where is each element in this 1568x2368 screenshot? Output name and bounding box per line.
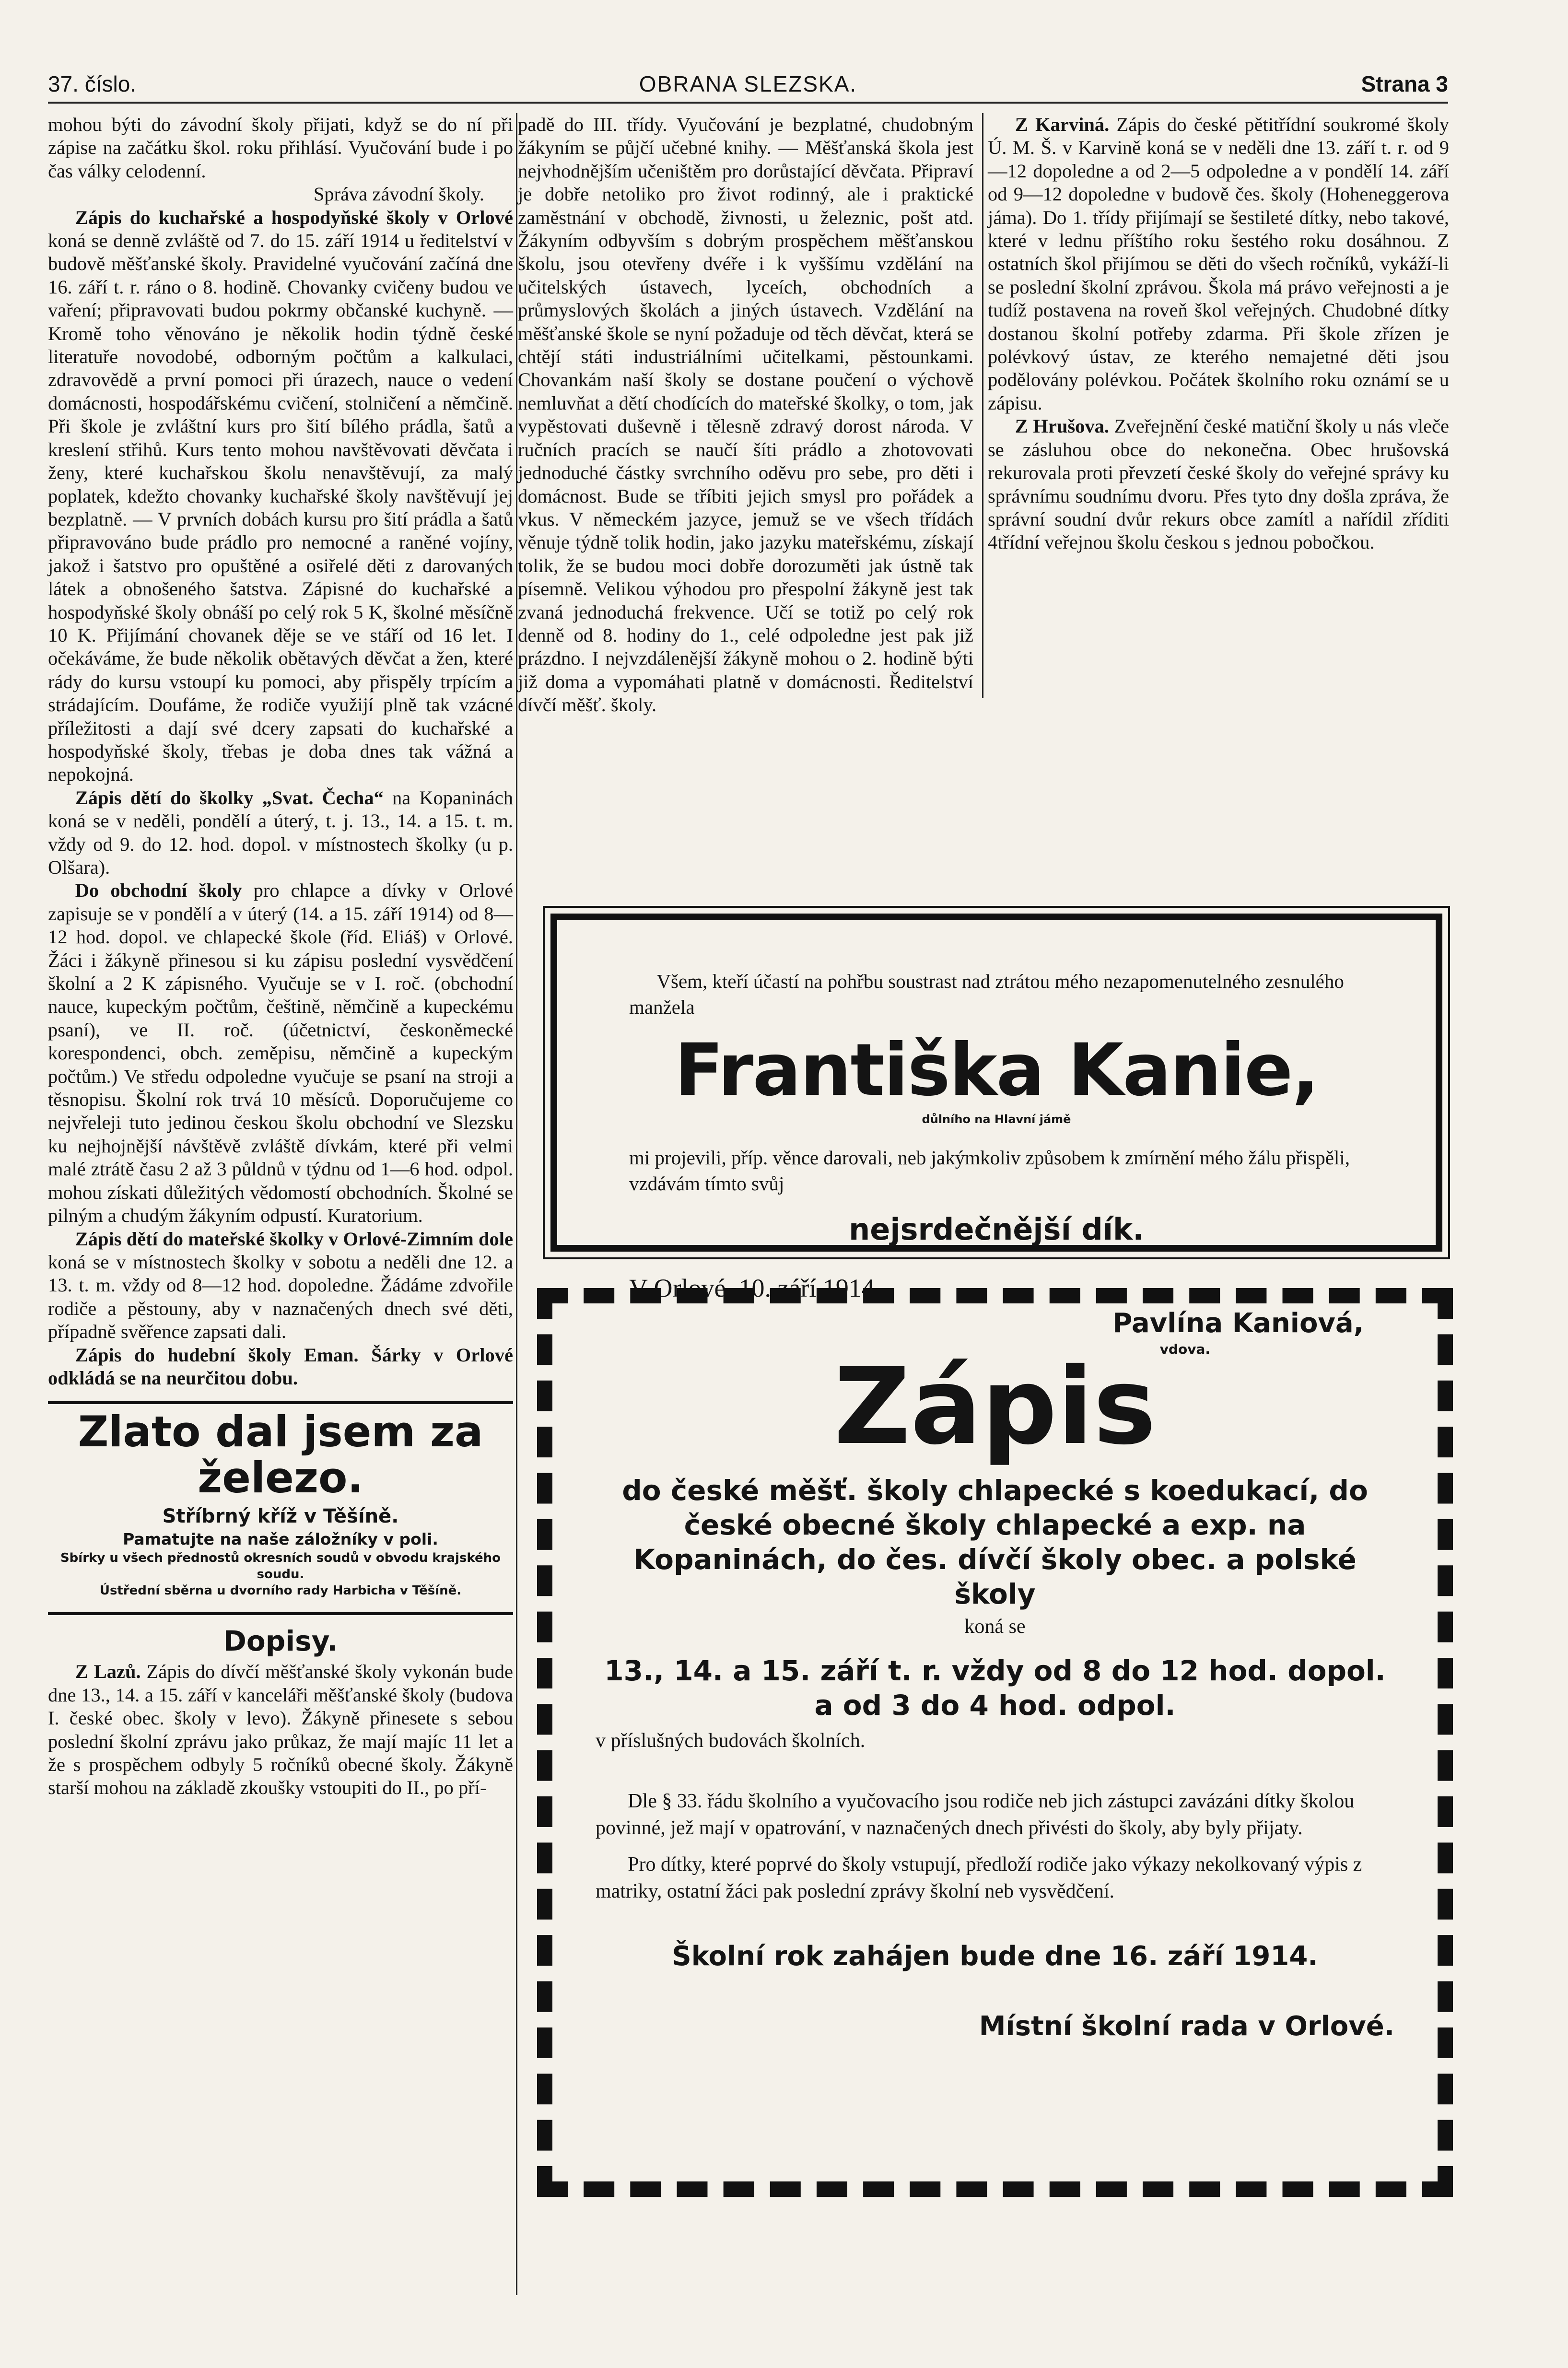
ad-detail: Ústřední sběrna u dvorního rady Harbicha v Těšíně. <box>99 1583 462 1598</box>
article-text: koná se denně zvláště od 7. do 15. září 1914 u ředitelství v budově měšťanské školy. Pravidelné vyučování začíná dne 16. září t. r. ráno o 8. hodině. Chovanky cvičeny budou ve vaření; připravovati budou pokrmy občanské kuchyně. — Kromě toho věnováno je několik hodin týdně české literatuře novodobé, odborným počtům a kalkulaci, zdravovědě a první pomoci při úrazech, nauce o vedení domácnosti, hospodářskému cvičení, stolničení a němčině. Při škole je zvláštní kurs pro šití bílého prádla, šatů a kreslení střihů. Kurs tento mohou navštěvovati děvčata i ženy, které kuchařskou školu nenavštěvují, za malý poplatek, kdežto chovanky kuchařské školy navštěvují jej bezplatně. — V prvních dobách kursu pro šití prádla a šatů připravováno bude prádlo pro nemocné a raněné vojíny, jakož i šatstvo pro opuštěné a osiřelé děti z darovaných látek a obnošeného šatstva. Zápisné do kuchařské a hospodyňské školy obnáší po celý rok 5 K, školné měsíčně 10 K. Přijímání chovanek děje se ve stáří od 16 let. I očekáváme, že bude několik obětavých děvčat a žen, které rády do kursu vstoupí ku pomoci, aby přispěly trpícím a strádajícím. Doufáme, že rodiče využijí plně tak vzácné příležitosti a dají své dcery zapsati do kuchařské a hospodyňské školy, třebas je doba dnes tak vážná a nepokojná. <box>48 230 513 785</box>
ad-schools: do české měšť. školy chlapecké s koedukací, do české obecné školy chlapecké a exp. na Kopaninách, do čes. dívčí školy obec. a polské školy <box>622 1474 1368 1610</box>
article <box>48 206 513 786</box>
letter-text: Zveřejnění české matiční školy u nás vleče se zásluhou obce do nekonečna. Obec hrušovská rekurovala proti převzetí české školy do veřejné správy ku správnímu soudnímu dvoru. Přes tyto dny došla zpráva, že správní soudní dvůr rekurs obce zamítl a nařídil zříditi 4třídní veřejnou školu českou s jednou pobočkou. <box>988 415 1449 553</box>
page-header <box>48 71 1448 104</box>
letter-signature: Ředitelství dívčí měšť. školy. <box>518 670 973 716</box>
letter-headline: Z Karviná. <box>1015 114 1110 135</box>
article-headline: Zápis do kuchařské a hospodyňské školy v Orlové <box>75 206 513 228</box>
column-divider <box>982 113 983 698</box>
letter-headline: Z Lazů. <box>75 1661 141 1683</box>
ad-signature: Místní školní rada v Orlové. <box>979 2011 1394 2042</box>
deceased-occupation: důlního na Hlavní jámě <box>922 1113 1071 1126</box>
ad-title: Zápis <box>834 1345 1156 1468</box>
column-2 <box>518 113 973 717</box>
notice-body: mi projevili, příp. věnce darovali, neb jakýmkoliv způsobem k zmírnění mého žálu přispěli, vzdávám tímto svůj <box>629 1147 1350 1195</box>
ad-detail: Sbírky u všech přednostů okresních soudů v obvodu krajského soudu. <box>60 1551 501 1582</box>
letter-headline: Z Hrušova. <box>1015 415 1110 437</box>
issue-number: 37. číslo. <box>48 71 137 96</box>
notice-signer: Pavlína Kaniová, <box>1112 1308 1364 1339</box>
article-headline: Do obchodní školy <box>75 879 242 902</box>
article-signature: Kuratorium. <box>327 1205 423 1227</box>
letter-continued: padě do III. třídy. Vyučování je bezplatné, chudobným žákyním se půjčí učebné knihy. — Měšťanská škola jest nejvhodnějším učeništěm pro dorůstající děvčata. Připraví je dobře netoliko pro život rodinný, ale i praktické zaměstnání v obchodě, živnosti, u železnic, pošt atd. Žákyním odbyvším s dobrým prospěchem měšťanskou školu, jsou otevřeny dvéře i k vyššímu vzdělání na učitelských ústavech, lyceích, obchodních a průmyslových školách a jiných ústavech. Vzdělání na měšťanské škole se nyní požaduje od těch děvčat, která se chtějí státi industriálními učitelkami, pěstounkami. Chovankám naší školy se dostane poučení o výchově nemluvňat a dětí chodících do mateřské školky, o tom, jak vypěstovati duševně i tělesně zdravý dorost národa. V ručních pracích se naučí šíti prádlo a zhotovovati jednoduché částky svrchního oděvu pro sebe, pro děti i domácnost. Bude se tříbiti jejich smysl pro pořádek a vkus. V německém jazyce, jemuž se ve všech třídách věnuje týdně tolik hodin, jako jazyku mateřskému, získají tolik, že se budou moci dobře dorozuměti jak ústně tak písemně. Velikou výhodou pro přespolní žákyně jest tak zvaná jednoduchá frekvence. Učí se totiž po celý rok denně od 8. hodiny do 1., celé odpoledne jest pak již prázdno. I nejvzdálenější žákyně mohou o 2. hodině býti již doma a vypomáhati platně v domácnosti. Ředitelství dívčí měšť. školy. <box>518 114 973 716</box>
article <box>48 1228 513 1344</box>
ad-dates: 13., 14. a 15. září t. r. vždy od 8 do 12 hod. dopol. a od 3 do 4 hod. odpol. <box>604 1654 1386 1722</box>
article <box>48 879 513 1227</box>
ad-paragraph: Dle § 33. řádu školního a vyučovacího jsou rodiče neb jich zástupci zavázáni dítky školou povinné, jež mají v opatrování, v naznačených dnech přivésti do školy, aby byly přijaty. <box>596 1790 1355 1839</box>
ad-place: v příslušných budovách školních. <box>596 1730 866 1752</box>
notice-thanks: nejsrdečnější dík. <box>849 1212 1144 1247</box>
page-number: Strana 3 <box>1361 71 1448 96</box>
letter <box>988 113 1449 415</box>
ad-slogan: Pamatujte na naše záložníky v poli. <box>123 1530 438 1549</box>
deceased-name: Františka Kanie, <box>674 1029 1319 1112</box>
ad-kona: koná se <box>964 1616 1026 1638</box>
notice-intro: Všem, kteří účastí na pohřbu soustrast nad ztrátou mého nezapomenutelného zesnulého manžela <box>629 970 1344 1018</box>
letter-text: Zápis do české pětitřídní soukromé školy Ú. M. Š. v Karvině koná se v neděli dne 13. září t. r. od 9—12 dopoledne a od 2—5 odpoledne a v pondělí 14. září od 9—12 dopoledne v budově čes. školy (Hoheneggerova jáma). Do 1. třídy přijímají se šestileté dítky, nebo takové, které v lednu příštího roku šestého roku dosáhnou. Z ostatních škol přijímou se děti do všech ročníků, vykáží-li se poslední školní zprávou. Škola má právo veřejnosti a je tudíž postavena na roveň škol veřejných. Chudobné dítky dostanou školní potřeby zdarma. Při škole zřízen je polévkový ústav, ze kterého nemajetné děti jsou podělovány polévkou. Počátek školního roku oznámí se u zápisu. <box>988 114 1449 414</box>
column-3 <box>988 113 1449 554</box>
article-signature: Správa závodní školy. <box>313 183 484 205</box>
ad-paragraph: Pro dítky, které poprvé do školy vstupují, předloží rodiče jako výkazy nekolkovaný výpis z matriky, ostatní žáci pak poslední zprávy školní neb vysvědčení. <box>596 1853 1362 1902</box>
article-text: mohou býti do závodní školy přijati, když se do ní při zápise na začátku škol. roku přihlásí. Vyučování bude i po čas války celodenní. <box>48 114 513 182</box>
ad-title: Zlato dal jsem za železo. <box>78 1407 483 1503</box>
gold-for-iron-ad <box>48 1401 513 1599</box>
newspaper-title: OBRANA SLEZSKA. <box>639 71 857 96</box>
letter-text-part: Zápis do dívčí měšťanské školy vykonán bude dne 13., 14. a 15. září v kanceláři měšťanské školy (budova I. české obec. školy v levo). Žákyně přinesete s sebou poslední školní zprávu jako průkaz, že mají majíc 11 let a že s prospěchem odbyly 5 ročníků obecné školy. Žákyně starší mohou na základě zkoušky vstoupiti do II., po pří- <box>48 1661 513 1799</box>
ad-subtitle: Stříbrný kříž v Těšíně. <box>162 1505 399 1528</box>
school-enrollment-ad <box>537 1288 1453 2197</box>
section-heading-dopisy: Dopisy. <box>48 1612 513 1660</box>
mourning-notice <box>550 914 1442 1357</box>
ad-school-year-start: Školní rok zahájen bude dne 16. září 1914. <box>672 1941 1318 1972</box>
article-text: na Kopaninách koná se v neděli, pondělí a úterý, t. j. 13., 14. a 15. t. m. vždy od 9. do 12. hod. dopol. v místnostech školky (u p. Olšara). <box>48 786 514 878</box>
article <box>48 786 513 879</box>
article-text: koná se v místnostech školky v sobotu a neděli dne 12. a 13. t. m. vždy od 8—12 hod. dopoledne. Žádáme zdvořile rodiče a pěstouny, aby v naznačených dnech své děti, případně svěřence zapsati dali. <box>48 1251 513 1343</box>
article-headline: Zápis dětí do mateřské školky v Orlové-Zimním dole <box>75 1228 513 1250</box>
notice-headline: Zápis do hudební školy Eman. Šárky v Orlové odkládá se na neurčitou dobu. <box>48 1344 513 1389</box>
column-1 <box>48 113 513 1800</box>
article-headline: Zápis dětí do školky „Svat. Čecha“ <box>75 786 384 809</box>
notice-signer-role: vdova. <box>1159 1341 1210 1357</box>
letter <box>988 415 1449 554</box>
letter <box>48 1660 513 1799</box>
column-divider <box>516 113 517 2295</box>
article-text: pro chlapce a dívky v Orlové zapisuje se v pondělí a v úterý (14. a 15. září 1914) od 8—12 hod. dopol. ve chlapecké škole (říd. Eliáš) v Orlové. Žáci i žákyně přinesou si ku zápisu poslední vysvědčení školní a 2 K zápisného. Vyučuje se v I. roč. (obchodní nauce, kupeckým počtům, češtině, němčině a kupeckému psaní), ve II. roč. (účetnictví, českoněmecké korespondenci, obch. zeměpisu, němčině a kupeckým počtům.) Ve středu odpoledne vyučuje se psaní na stroji a těsnopisu. Školní rok trvá 10 měsíců. Doporučujeme co nejvřeleji tuto jedinou českou školu obchodní ve Slezsku ku nejhojnější návštěvě zvláště dívkám, které při velmi malé ztrátě času 2 až 3 půldnů v týdnu od 1—6 hod. odpol. mohou získati důležitých vědomostí obchodních. Školné se pilným a chudým žákyním odpustí. <box>48 879 513 1227</box>
notice-place-date: V Orlové, 10. září 1914. <box>629 1274 881 1302</box>
